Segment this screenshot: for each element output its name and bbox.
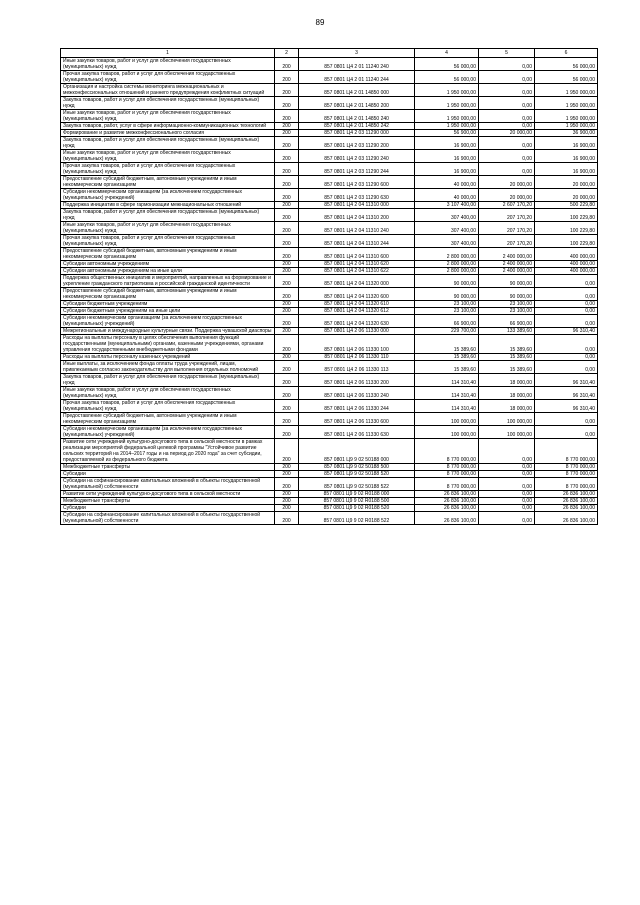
row-amount-remaining-cell: 8 770 000,00: [535, 471, 598, 478]
row-admin-code-cell: 200: [275, 137, 299, 150]
row-amount-executed-cell: 15 389,60: [479, 361, 535, 374]
row-admin-code-cell: 200: [275, 387, 299, 400]
row-amount-remaining-cell: 0,00: [535, 288, 598, 301]
row-amount-executed-cell: 0,00: [479, 498, 535, 505]
row-amount-total-cell: 56 000,00: [415, 58, 479, 71]
column-header: 6: [535, 49, 598, 58]
row-name-cell: Прочая закупка товаров, работ и услуг для обеспечения государственных (муниципальных) нужд: [61, 400, 275, 413]
row-amount-executed-cell: 0,00: [479, 478, 535, 491]
row-amount-executed-cell: 0,00: [479, 110, 535, 123]
row-admin-code-cell: 200: [275, 288, 299, 301]
row-budget-code-cell: 857 0801 Ц4 2 06 11330 630: [299, 426, 415, 439]
row-admin-code-cell: 200: [275, 426, 299, 439]
table-row: [61, 137, 598, 150]
table-row: [61, 58, 598, 71]
row-admin-code-cell: 200: [275, 58, 299, 71]
table-row: [61, 275, 598, 288]
table-row: [61, 84, 598, 97]
row-name-cell: Иные закупки товаров, работ и услуг для обеспечения государственных (муниципальных) нужд: [61, 150, 275, 163]
row-budget-code-cell: 857 0801 Ц4 2 03 11290 200: [299, 137, 415, 150]
row-budget-code-cell: 857 0801 Ц9 9 02 R0188 500: [299, 498, 415, 505]
row-amount-remaining-cell: 100 229,80: [535, 222, 598, 235]
row-amount-remaining-cell: 56 000,00: [535, 71, 598, 84]
row-budget-code-cell: 857 0801 Ц4 2 04 11320 600: [299, 288, 415, 301]
table-row: [61, 464, 598, 471]
table-row: [61, 315, 598, 328]
row-admin-code-cell: 200: [275, 123, 299, 130]
row-amount-total-cell: 90 000,00: [415, 275, 479, 288]
row-amount-remaining-cell: 26 836 100,00: [535, 505, 598, 512]
row-admin-code-cell: 200: [275, 335, 299, 354]
row-amount-executed-cell: 0,00: [479, 471, 535, 478]
row-name-cell: Предоставление субсидий бюджетным, автономным учреждениям и иным некоммерческим организациям: [61, 288, 275, 301]
row-budget-code-cell: 857 0801 Ц4 2 06 11330 110: [299, 354, 415, 361]
row-admin-code-cell: 200: [275, 512, 299, 525]
table-row: [61, 130, 598, 137]
row-budget-code-cell: 857 0801 Ц4 2 01 14850 240: [299, 110, 415, 123]
row-amount-remaining-cell: 16 900,00: [535, 137, 598, 150]
row-amount-total-cell: 1 950 000,00: [415, 84, 479, 97]
table-row: [61, 71, 598, 84]
row-admin-code-cell: 200: [275, 268, 299, 275]
row-admin-code-cell: 200: [275, 374, 299, 387]
row-admin-code-cell: 200: [275, 478, 299, 491]
row-amount-remaining-cell: 36 900,00: [535, 130, 598, 137]
row-amount-total-cell: 229 700,00: [415, 328, 479, 335]
row-admin-code-cell: 200: [275, 261, 299, 268]
row-budget-code-cell: 857 0801 Ц4 2 04 11310 244: [299, 235, 415, 248]
table-row: [61, 308, 598, 315]
row-amount-total-cell: 2 800 000,00: [415, 261, 479, 268]
row-amount-remaining-cell: 1 950 000,00: [535, 97, 598, 110]
budget-table-body: [61, 58, 598, 525]
row-amount-remaining-cell: 0,00: [535, 315, 598, 328]
table-row: [61, 248, 598, 261]
row-name-cell: Межбюджетные трансферты: [61, 464, 275, 471]
row-admin-code-cell: 200: [275, 110, 299, 123]
row-name-cell: Субсидии некоммерческим организациям (за исключением государственных (муниципальных) учреждений): [61, 426, 275, 439]
row-admin-code-cell: 200: [275, 315, 299, 328]
row-admin-code-cell: 200: [275, 130, 299, 137]
row-amount-remaining-cell: 0,00: [535, 361, 598, 374]
row-name-cell: Иные закупки товаров, работ и услуг для обеспечения государственных (муниципальных) нужд: [61, 222, 275, 235]
row-budget-code-cell: 857 0801 Ц4 2 03 11290 630: [299, 189, 415, 202]
row-amount-remaining-cell: 100 229,80: [535, 209, 598, 222]
table-row: [61, 288, 598, 301]
row-name-cell: Формирование и развитие межконфессионального согласия: [61, 130, 275, 137]
row-admin-code-cell: 200: [275, 464, 299, 471]
row-amount-executed-cell: 0,00: [479, 58, 535, 71]
row-amount-total-cell: 307 400,00: [415, 235, 479, 248]
row-amount-total-cell: 16 900,00: [415, 150, 479, 163]
table-row: [61, 498, 598, 505]
row-budget-code-cell: 857 0801 Ц9 9 02 R0188 000: [299, 491, 415, 498]
row-amount-total-cell: 23 100,00: [415, 308, 479, 315]
row-budget-code-cell: 857 0801 Ц9 9 02 50188 520: [299, 471, 415, 478]
row-amount-total-cell: 114 310,40: [415, 374, 479, 387]
row-budget-code-cell: 857 0801 Ц4 2 04 11310 600: [299, 248, 415, 261]
row-amount-executed-cell: 20 000,00: [479, 176, 535, 189]
row-amount-executed-cell: 0,00: [479, 137, 535, 150]
table-row: [61, 439, 598, 464]
row-amount-total-cell: 26 836 100,00: [415, 505, 479, 512]
row-budget-code-cell: 857 0801 Ц9 9 02 R0188 522: [299, 512, 415, 525]
budget-table: [60, 48, 598, 525]
row-amount-executed-cell: 0,00: [479, 464, 535, 471]
page-number: 89: [315, 18, 325, 27]
table-row: [61, 150, 598, 163]
row-name-cell: Иные выплаты, за исключением фонда оплаты труда учреждений, лицам, привлекаемым согласно законодательству для выполнения отдельных полномочий: [61, 361, 275, 374]
table-row: [61, 328, 598, 335]
row-amount-remaining-cell: 8 770 000,00: [535, 464, 598, 471]
row-amount-executed-cell: 0,00: [479, 491, 535, 498]
row-amount-remaining-cell: 26 836 100,00: [535, 498, 598, 505]
row-budget-code-cell: 857 0801 Ц4 2 04 11320 612: [299, 308, 415, 315]
row-budget-code-cell: 857 0801 Ц4 2 06 11330 240: [299, 387, 415, 400]
row-amount-executed-cell: 0,00: [479, 150, 535, 163]
table-row: [61, 301, 598, 308]
row-name-cell: Прочая закупка товаров, работ и услуг для обеспечения государственных (муниципальных) нужд: [61, 163, 275, 176]
row-budget-code-cell: 857 0801 Ц4 2 04 11320 630: [299, 315, 415, 328]
row-amount-remaining-cell: 1 950 000,00: [535, 110, 598, 123]
table-row: [61, 387, 598, 400]
row-name-cell: Закупка товаров, работ и услуг для обеспечения государственных (муниципальных) нужд: [61, 97, 275, 110]
row-admin-code-cell: 200: [275, 301, 299, 308]
row-name-cell: Субсидии автономным учреждениям: [61, 261, 275, 268]
row-amount-remaining-cell: 56 000,00: [535, 58, 598, 71]
row-amount-executed-cell: 207 170,20: [479, 235, 535, 248]
table-row: [61, 413, 598, 426]
table-row: [61, 491, 598, 498]
row-name-cell: Поддержка общественных инициатив и мероприятий, направленных на формирование и укрепление гражданского патриотизма и российской гражданской идентичности: [61, 275, 275, 288]
row-name-cell: Межрегиональные и международные культурные связи. Поддержка чувашской диаспоры: [61, 328, 275, 335]
row-budget-code-cell: 857 0801 Ц4 2 04 11310 620: [299, 261, 415, 268]
row-name-cell: Иные закупки товаров, работ и услуг для обеспечения государственных (муниципальных) нужд: [61, 58, 275, 71]
row-admin-code-cell: 200: [275, 505, 299, 512]
table-row: [61, 110, 598, 123]
table-row: [61, 235, 598, 248]
row-amount-remaining-cell: 0,00: [535, 301, 598, 308]
row-budget-code-cell: 857 0801 Ц4 2 04 11310 000: [299, 202, 415, 209]
column-header: 2: [275, 49, 299, 58]
row-amount-total-cell: 15 389,60: [415, 335, 479, 354]
row-amount-total-cell: 56 000,00: [415, 71, 479, 84]
row-budget-code-cell: 857 0801 Ц4 2 06 11330 000: [299, 328, 415, 335]
row-amount-remaining-cell: 20 000,00: [535, 176, 598, 189]
row-amount-executed-cell: 66 900,00: [479, 315, 535, 328]
table-row: [61, 189, 598, 202]
row-amount-remaining-cell: 0,00: [535, 426, 598, 439]
row-budget-code-cell: 857 0801 Ц4 2 03 11290 000: [299, 130, 415, 137]
column-header: 4: [415, 49, 479, 58]
row-admin-code-cell: 200: [275, 361, 299, 374]
row-amount-executed-cell: 0,00: [479, 439, 535, 464]
row-amount-executed-cell: 0,00: [479, 71, 535, 84]
row-amount-total-cell: 114 310,40: [415, 387, 479, 400]
table-row: [61, 512, 598, 525]
row-amount-executed-cell: 207 170,20: [479, 222, 535, 235]
row-amount-total-cell: 16 900,00: [415, 137, 479, 150]
row-amount-remaining-cell: 1 950 000,00: [535, 84, 598, 97]
table-row: [61, 222, 598, 235]
column-header: 1: [61, 49, 275, 58]
row-budget-code-cell: 857 0801 Ц4 2 04 11310 240: [299, 222, 415, 235]
row-amount-remaining-cell: 400 000,00: [535, 261, 598, 268]
row-amount-executed-cell: 0,00: [479, 123, 535, 130]
row-name-cell: Предоставление субсидий бюджетным, автономным учреждениям и иным некоммерческим организациям: [61, 248, 275, 261]
row-amount-remaining-cell: 96 310,40: [535, 400, 598, 413]
table-row: [61, 335, 598, 354]
row-amount-executed-cell: 15 389,60: [479, 335, 535, 354]
row-name-cell: Расходы на выплаты персоналу в целях обеспечения выполнения функций государственными (муниципальными) органами, казенными учреждениями, органами управления государственными внебюджетными фондами: [61, 335, 275, 354]
row-amount-remaining-cell: 8 770 000,00: [535, 478, 598, 491]
row-amount-executed-cell: 0,00: [479, 97, 535, 110]
row-amount-executed-cell: 18 000,00: [479, 400, 535, 413]
row-admin-code-cell: 200: [275, 71, 299, 84]
row-budget-code-cell: 857 0801 Ц4 2 03 11290 600: [299, 176, 415, 189]
row-amount-total-cell: 8 770 000,00: [415, 478, 479, 491]
row-name-cell: Расходы на выплаты персоналу казенных учреждений: [61, 354, 275, 361]
table-row: [61, 202, 598, 209]
row-name-cell: Закупка товаров, работ и услуг для обеспечения государственных (муниципальных) нужд: [61, 137, 275, 150]
row-amount-total-cell: 26 836 100,00: [415, 498, 479, 505]
row-budget-code-cell: 857 0801 Ц4 2 03 11290 244: [299, 163, 415, 176]
row-budget-code-cell: 857 0801 Ц4 2 06 11330 100: [299, 335, 415, 354]
row-amount-executed-cell: 100 000,00: [479, 413, 535, 426]
row-amount-executed-cell: 18 000,00: [479, 387, 535, 400]
row-amount-total-cell: 23 100,00: [415, 301, 479, 308]
row-amount-total-cell: 90 000,00: [415, 288, 479, 301]
row-name-cell: Поддержка инициатив в сфере гармонизации межнациональных отношений: [61, 202, 275, 209]
row-admin-code-cell: 200: [275, 163, 299, 176]
row-name-cell: Организация и настройка системы мониторинга межнациональных и межконфессиональных отношений и раннего предупреждения конфликтных ситуаций: [61, 84, 275, 97]
row-amount-remaining-cell: 0,00: [535, 308, 598, 315]
row-admin-code-cell: 200: [275, 189, 299, 202]
row-amount-total-cell: 1 950 000,00: [415, 97, 479, 110]
column-header: 3: [299, 49, 415, 58]
row-name-cell: Закупка товаров, работ и услуг для обеспечения государственных (муниципальных) нужд: [61, 374, 275, 387]
row-name-cell: Иные закупки товаров, работ и услуг для обеспечения государственных (муниципальных) нужд: [61, 110, 275, 123]
table-row: [61, 123, 598, 130]
table-row: [61, 471, 598, 478]
row-name-cell: Субсидии некоммерческим организациям (за исключением государственных (муниципальных) учреждений): [61, 189, 275, 202]
row-amount-remaining-cell: 16 900,00: [535, 163, 598, 176]
row-name-cell: Субсидии: [61, 471, 275, 478]
row-amount-executed-cell: 0,00: [479, 163, 535, 176]
row-amount-total-cell: 1 950 000,00: [415, 123, 479, 130]
row-budget-code-cell: 857 0801 Ц4 2 04 11320 610: [299, 301, 415, 308]
row-admin-code-cell: 200: [275, 97, 299, 110]
row-admin-code-cell: 200: [275, 222, 299, 235]
row-amount-remaining-cell: 16 900,00: [535, 150, 598, 163]
row-amount-remaining-cell: 8 770 000,00: [535, 439, 598, 464]
row-amount-remaining-cell: 400 000,00: [535, 248, 598, 261]
row-amount-executed-cell: 2 400 000,00: [479, 268, 535, 275]
row-name-cell: Иные закупки товаров, работ и услуг для обеспечения государственных (муниципальных) нужд: [61, 387, 275, 400]
row-budget-code-cell: 857 0801 Ц4 2 01 14850 000: [299, 84, 415, 97]
row-admin-code-cell: 200: [275, 498, 299, 505]
table-row: [61, 209, 598, 222]
table-row: [61, 176, 598, 189]
row-budget-code-cell: 857 0801 Ц9 9 02 50188 500: [299, 464, 415, 471]
row-amount-total-cell: 2 800 000,00: [415, 248, 479, 261]
table-row: [61, 505, 598, 512]
row-admin-code-cell: 200: [275, 328, 299, 335]
row-budget-code-cell: 857 0801 Ц4 2 04 11320 000: [299, 275, 415, 288]
row-amount-remaining-cell: 100 229,80: [535, 235, 598, 248]
row-amount-total-cell: 8 770 000,00: [415, 439, 479, 464]
row-amount-total-cell: 15 389,60: [415, 361, 479, 374]
row-admin-code-cell: 200: [275, 202, 299, 209]
row-amount-remaining-cell: 0,00: [535, 335, 598, 354]
table-row: [61, 400, 598, 413]
row-admin-code-cell: 200: [275, 439, 299, 464]
row-amount-remaining-cell: 0,00: [535, 413, 598, 426]
row-amount-total-cell: 3 107 400,00: [415, 202, 479, 209]
table-row: [61, 361, 598, 374]
table-row: [61, 261, 598, 268]
row-admin-code-cell: 200: [275, 308, 299, 315]
row-amount-executed-cell: 133 389,60: [479, 328, 535, 335]
table-row: [61, 163, 598, 176]
row-name-cell: Прочая закупка товаров, работ и услуг для обеспечения государственных (муниципальных) нужд: [61, 71, 275, 84]
row-amount-total-cell: 40 000,00: [415, 176, 479, 189]
table-header-row: [61, 49, 598, 58]
row-name-cell: Субсидии: [61, 505, 275, 512]
row-amount-executed-cell: 0,00: [479, 505, 535, 512]
row-amount-total-cell: 66 900,00: [415, 315, 479, 328]
row-budget-code-cell: 857 0801 Ц4 2 04 11310 622: [299, 268, 415, 275]
row-budget-code-cell: 857 0801 Ц9 9 02 R0188 520: [299, 505, 415, 512]
row-budget-code-cell: 857 0801 Ц4 2 01 11240 240: [299, 58, 415, 71]
row-budget-code-cell: 857 0801 Ц4 2 04 11310 200: [299, 209, 415, 222]
row-amount-remaining-cell: 26 836 100,00: [535, 491, 598, 498]
row-amount-executed-cell: 20 000,00: [479, 189, 535, 202]
row-name-cell: Прочая закупка товаров, работ и услуг для обеспечения государственных (муниципальных) нужд: [61, 235, 275, 248]
column-header: 5: [479, 49, 535, 58]
row-admin-code-cell: 200: [275, 471, 299, 478]
row-amount-total-cell: 26 836 100,00: [415, 491, 479, 498]
row-amount-total-cell: 307 400,00: [415, 209, 479, 222]
row-amount-executed-cell: 0,00: [479, 512, 535, 525]
row-name-cell: Субсидии бюджетным учреждениям на иные цели: [61, 308, 275, 315]
row-name-cell: Субсидии на софинансирование капитальных вложений в объекты государственной (муниципальной) собственности: [61, 512, 275, 525]
row-amount-total-cell: 40 000,00: [415, 189, 479, 202]
row-name-cell: Субсидии бюджетным учреждениям: [61, 301, 275, 308]
row-admin-code-cell: 200: [275, 413, 299, 426]
row-budget-code-cell: 857 0801 Ц4 2 06 11330 600: [299, 413, 415, 426]
row-name-cell: Предоставление субсидий бюджетным, автономным учреждениям и иным некоммерческим организациям: [61, 413, 275, 426]
row-amount-remaining-cell: 96 310,40: [535, 387, 598, 400]
row-name-cell: Закупка товаров, работ, услуг в сфере информационно-коммуникационных технологий: [61, 123, 275, 130]
row-budget-code-cell: 857 0801 Ц4 2 01 14850 242: [299, 123, 415, 130]
row-budget-code-cell: 857 0801 Ц9 9 02 50188 000: [299, 439, 415, 464]
row-amount-remaining-cell: 1 950 000,00: [535, 123, 598, 130]
row-name-cell: Субсидии на софинансирование капитальных вложений в объекты государственной (муниципальной) собственности: [61, 478, 275, 491]
row-amount-total-cell: 100 000,00: [415, 413, 479, 426]
row-admin-code-cell: 200: [275, 209, 299, 222]
row-admin-code-cell: 200: [275, 84, 299, 97]
row-amount-remaining-cell: 400 000,00: [535, 268, 598, 275]
row-amount-executed-cell: 15 389,60: [479, 354, 535, 361]
table-row: [61, 374, 598, 387]
row-amount-executed-cell: 90 000,00: [479, 288, 535, 301]
row-amount-executed-cell: 20 000,00: [479, 130, 535, 137]
row-amount-remaining-cell: 26 836 100,00: [535, 512, 598, 525]
row-amount-remaining-cell: 20 000,00: [535, 189, 598, 202]
row-budget-code-cell: 857 0801 Ц4 2 06 11330 113: [299, 361, 415, 374]
row-amount-total-cell: 2 800 000,00: [415, 268, 479, 275]
row-budget-code-cell: 857 0801 Ц4 2 06 11330 244: [299, 400, 415, 413]
row-amount-executed-cell: 207 170,20: [479, 209, 535, 222]
row-amount-total-cell: 8 770 000,00: [415, 471, 479, 478]
row-admin-code-cell: 200: [275, 248, 299, 261]
row-amount-total-cell: 100 000,00: [415, 426, 479, 439]
row-name-cell: Закупка товаров, работ и услуг для обеспечения государственных (муниципальных) нужд: [61, 209, 275, 222]
row-amount-total-cell: 15 389,60: [415, 354, 479, 361]
row-amount-remaining-cell: 500 229,80: [535, 202, 598, 209]
row-name-cell: Развитие сети учреждений культурно-досугового типа в сельской местности в рамках реализации мероприятий федеральной целевой программы "Устойчивое развитие сельских территорий на 2014–2017 годы и на период до 2020 года" за счет субсидии, предоставляемой из федерального бюджета: [61, 439, 275, 464]
row-amount-remaining-cell: 96 310,40: [535, 328, 598, 335]
row-budget-code-cell: 857 0801 Ц4 2 06 11330 200: [299, 374, 415, 387]
row-amount-total-cell: 1 950 000,00: [415, 110, 479, 123]
row-budget-code-cell: 857 0801 Ц9 9 02 50188 522: [299, 478, 415, 491]
table-row: [61, 268, 598, 275]
row-amount-executed-cell: 0,00: [479, 84, 535, 97]
row-admin-code-cell: 200: [275, 235, 299, 248]
row-name-cell: Субсидии некоммерческим организациям (за исключением государственных (муниципальных) учреждений): [61, 315, 275, 328]
table-row: [61, 354, 598, 361]
row-amount-total-cell: 16 900,00: [415, 163, 479, 176]
row-admin-code-cell: 200: [275, 176, 299, 189]
row-amount-executed-cell: 2 400 000,00: [479, 248, 535, 261]
row-budget-code-cell: 857 0801 Ц4 2 03 11290 240: [299, 150, 415, 163]
row-amount-executed-cell: 2 607 170,20: [479, 202, 535, 209]
row-amount-total-cell: 8 770 000,00: [415, 464, 479, 471]
row-amount-executed-cell: 23 100,00: [479, 301, 535, 308]
row-name-cell: Развитие сети учреждений культурно-досугового типа в сельской местности: [61, 491, 275, 498]
row-amount-total-cell: 114 310,40: [415, 400, 479, 413]
row-amount-total-cell: 307 400,00: [415, 222, 479, 235]
row-amount-executed-cell: 100 000,00: [479, 426, 535, 439]
row-amount-executed-cell: 18 000,00: [479, 374, 535, 387]
row-admin-code-cell: 200: [275, 275, 299, 288]
row-admin-code-cell: 200: [275, 400, 299, 413]
row-admin-code-cell: 200: [275, 150, 299, 163]
row-admin-code-cell: 200: [275, 491, 299, 498]
row-name-cell: Межбюджетные трансферты: [61, 498, 275, 505]
table-row: [61, 426, 598, 439]
row-budget-code-cell: 857 0801 Ц4 2 01 11240 244: [299, 71, 415, 84]
row-amount-total-cell: 26 836 100,00: [415, 512, 479, 525]
row-amount-remaining-cell: 0,00: [535, 275, 598, 288]
row-amount-remaining-cell: 96 310,40: [535, 374, 598, 387]
row-amount-total-cell: 56 900,00: [415, 130, 479, 137]
row-amount-executed-cell: 2 400 000,00: [479, 261, 535, 268]
row-budget-code-cell: 857 0801 Ц4 2 01 14850 200: [299, 97, 415, 110]
row-name-cell: Предоставление субсидий бюджетным, автономным учреждениям и иным некоммерческим организациям: [61, 176, 275, 189]
row-name-cell: Субсидии автономным учреждениям на иные цели: [61, 268, 275, 275]
row-amount-remaining-cell: 0,00: [535, 354, 598, 361]
table-row: [61, 97, 598, 110]
row-amount-executed-cell: 90 000,00: [479, 275, 535, 288]
row-amount-executed-cell: 23 100,00: [479, 308, 535, 315]
table-row: [61, 478, 598, 491]
row-admin-code-cell: 200: [275, 354, 299, 361]
